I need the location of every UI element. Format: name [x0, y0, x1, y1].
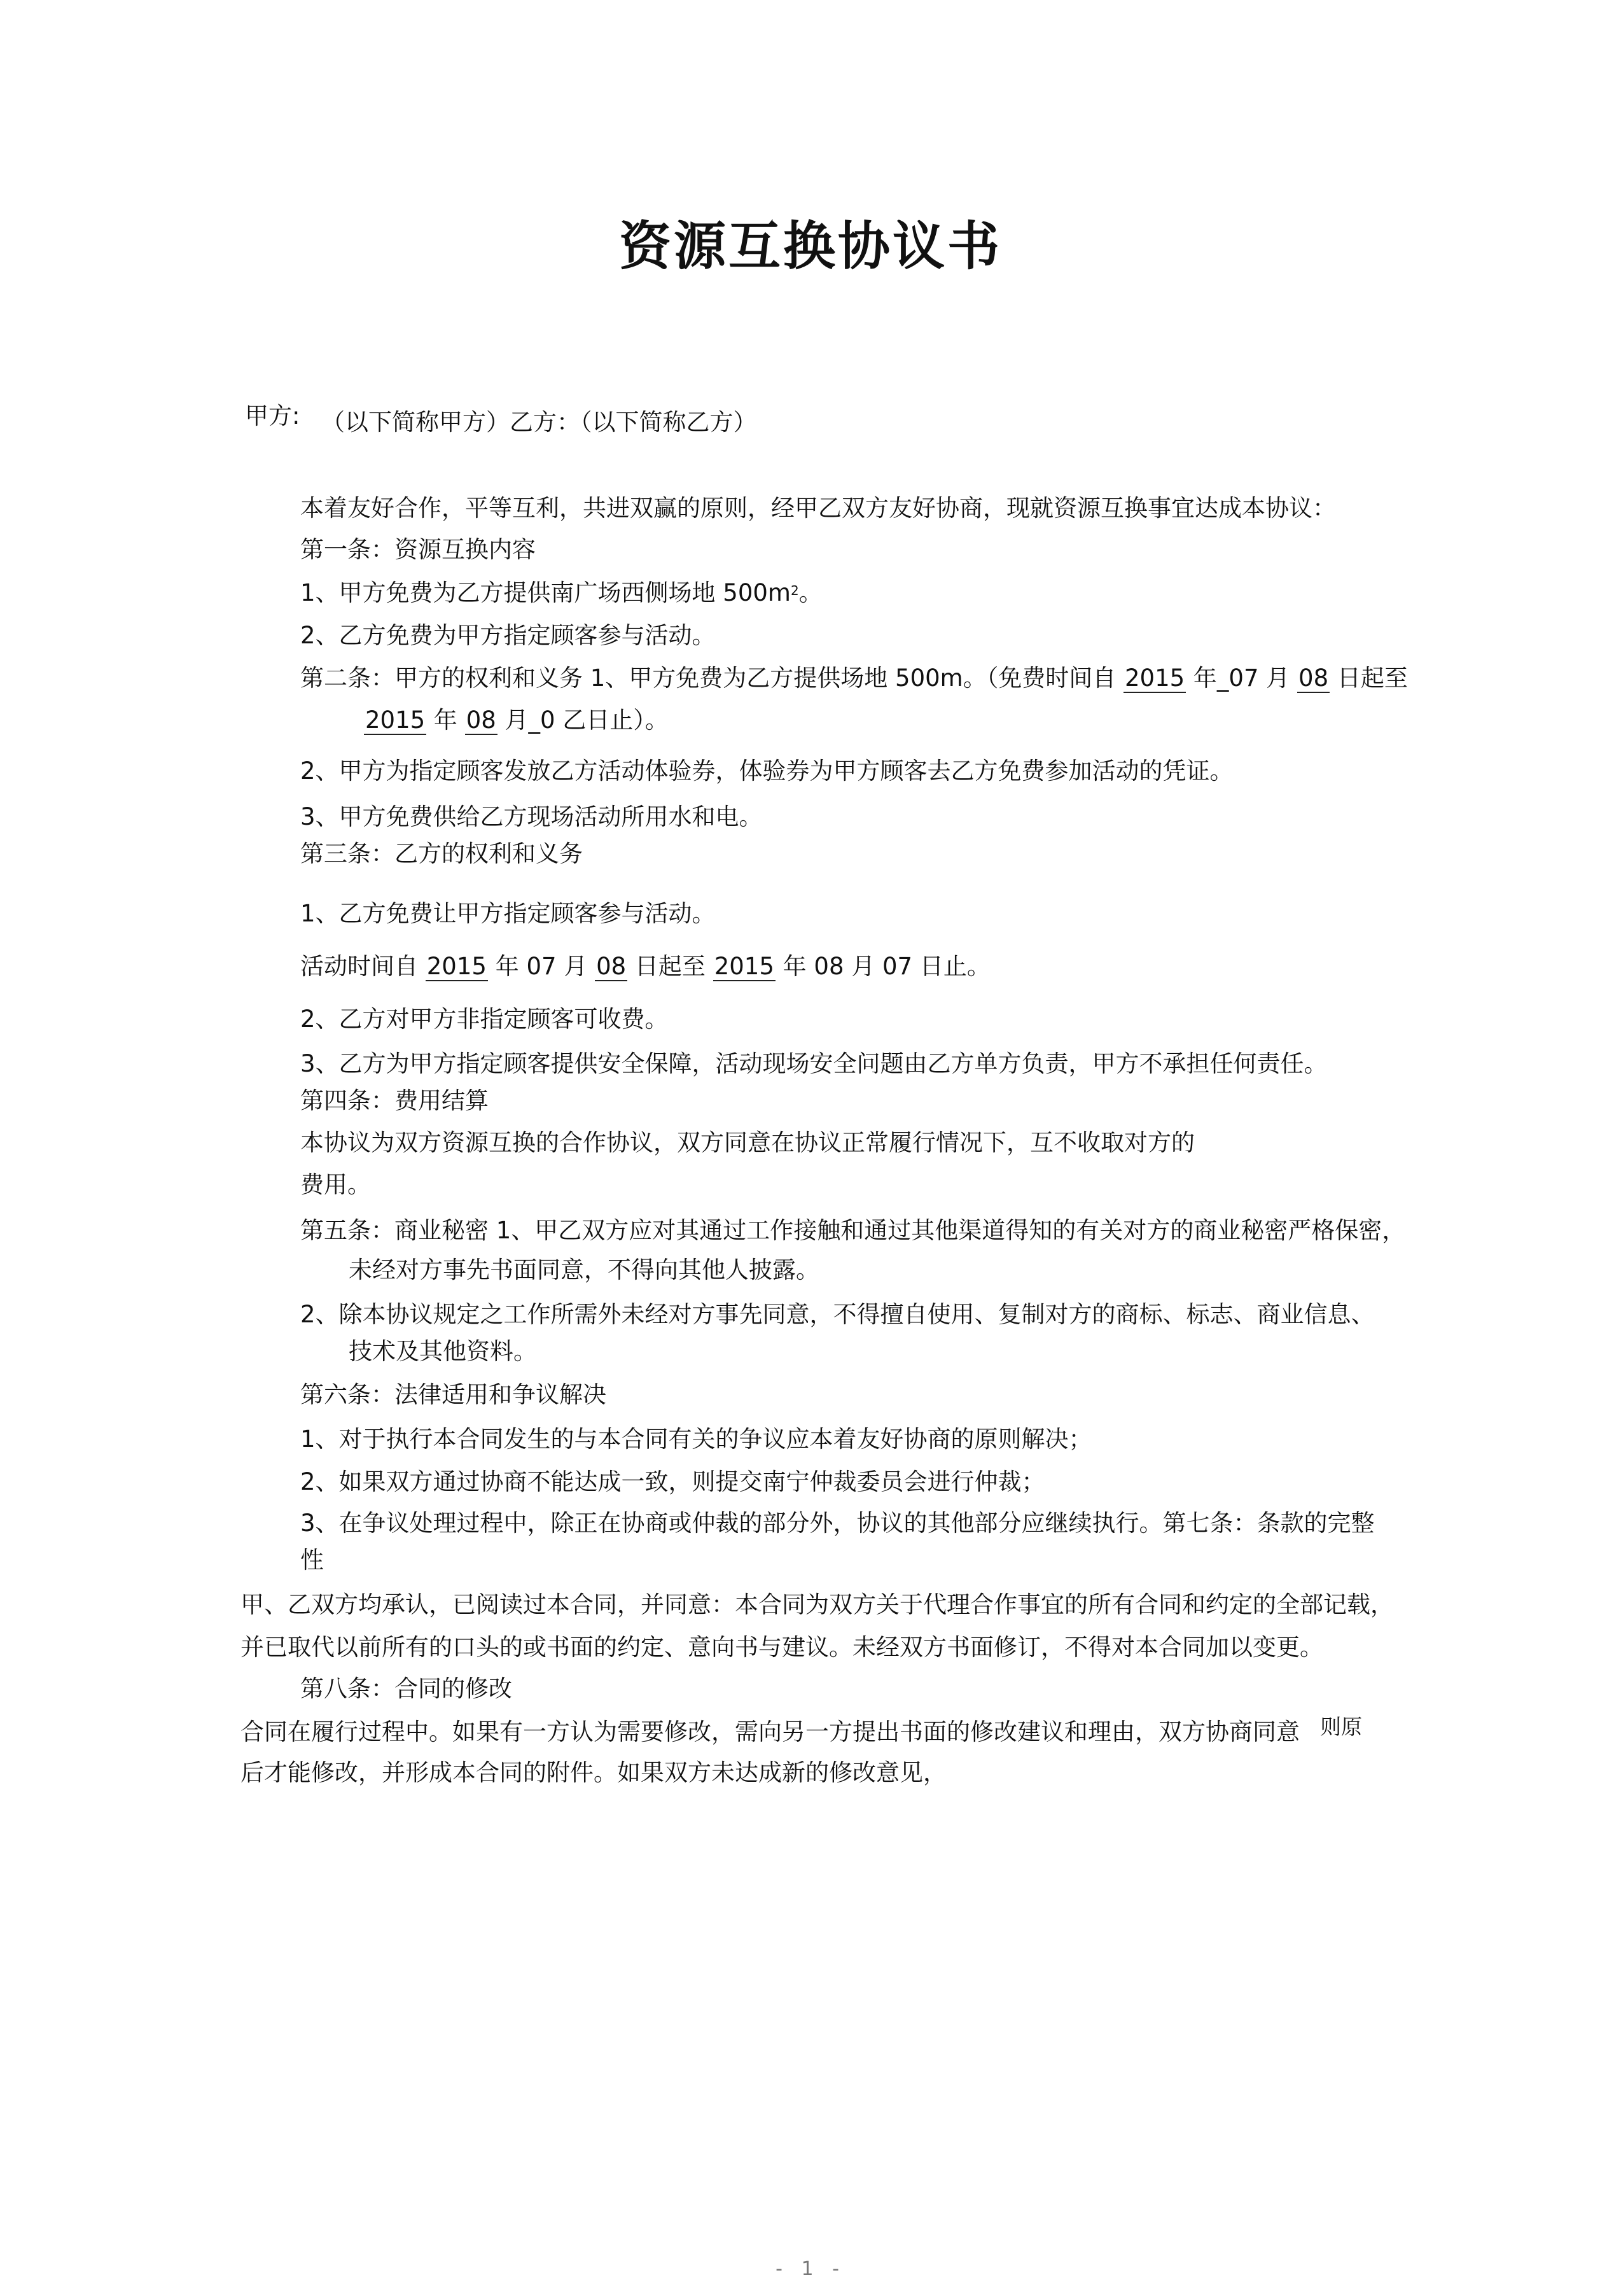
article-6-item-2: 2、如果双方通过协商不能达成一致，则提交南宁仲裁委员会进行仲裁； — [300, 1468, 1045, 1495]
article-8-text-2: 后才能修改，并形成本合同的附件。如果双方未达成新的修改意见， — [240, 1759, 947, 1786]
date-day-1: 08 — [1298, 664, 1329, 692]
party-a-label: 甲方: — [245, 402, 300, 430]
time-year-2: 2015 — [714, 953, 774, 980]
article-5-item-2-line-1: 2、除本协议规定之工作所需外未经对方事先同意，不得擅自使用、复制对方的商标、标志、商业信息、 — [300, 1301, 1375, 1328]
time-mid-1: 年 07 月 — [487, 953, 595, 980]
article-1-heading: 第一条：资源互换内容 — [300, 536, 536, 563]
time-day-1: 08 — [596, 953, 627, 980]
article-3-heading: 第三条：乙方的权利和义务 — [300, 840, 583, 867]
article-6-item-3-line-1: 3、在争议处理过程中，除正在协商或仲裁的部分外，协议的其他部分应继续执行。第七条：条款的完整 — [300, 1509, 1375, 1537]
article-6-item-3-line-2: 性 — [300, 1546, 324, 1574]
article-4-heading: 第四条：费用结算 — [300, 1087, 489, 1114]
article-8-text-1-tail: 则原 — [1320, 1714, 1362, 1739]
date-end-2: 月_0 乙日止）。 — [497, 706, 669, 734]
article-5-item-2-line-2: 技术及其他资料。 — [349, 1338, 537, 1365]
article-6-item-1: 1、对于执行本合同发生的与本合同有关的争议应本着友好协商的原则解决； — [300, 1425, 1092, 1453]
page-number: - 1 - — [776, 2258, 845, 2280]
document-title: 资源互换协议书 — [618, 216, 1002, 277]
article-3-time — [300, 951, 991, 982]
article-3-item-2: 2、乙方对甲方非指定顾客可收费。 — [300, 1005, 669, 1033]
date-end-1: 日起至 — [1330, 664, 1408, 692]
time-end: 年 08 月 07 日止。 — [775, 953, 991, 980]
article-2-item-2: 2、甲方为指定顾客发放乙方活动体验券，体验券为甲方顾客去乙方免费参加活动的凭证。 — [300, 757, 1234, 785]
article-3-item-1: 1、乙方免费让甲方指定顾客参与活动。 — [300, 900, 716, 927]
time-mid-2: 日起至 — [627, 953, 713, 980]
article-5-line-2: 未经对方事先书面同意，不得向其他人披露。 — [349, 1256, 819, 1284]
article-6-heading: 第六条：法律适用和争议解决 — [300, 1381, 606, 1408]
time-text: 活动时间自 — [300, 953, 426, 980]
article-2-line-2 — [364, 705, 669, 736]
article-1-item-2: 2、乙方免费为甲方指定顾客参与活动。 — [300, 622, 716, 649]
article-2-text: 第二条：甲方的权利和义务 1、甲方免费为乙方提供场地 500m。（免费时间自 — [300, 664, 1124, 692]
date-mid-2: 年 — [426, 706, 465, 734]
article-8-heading: 第八条：合同的修改 — [300, 1675, 512, 1702]
intro-paragraph: 本着友好合作，平等互利，共进双赢的原则，经甲乙双方友好协商，现就资源互换事宜达成本协议： — [300, 494, 1336, 522]
article-7-text-1: 甲、乙双方均承认，已阅读过本合同，并同意：本合同为双方关于代理合作事宜的所有合同和约定的全部记载， — [240, 1591, 1394, 1618]
article-7-text-2: 并已取代以前所有的口头的或书面的约定、意向书与建议。未经双方书面修订，不得对本合同加以变更。 — [240, 1634, 1323, 1661]
article-2-line-1 — [300, 663, 1408, 694]
article-1-item-1-text: 1、甲方免费为乙方提供南广场西侧场地 500m — [300, 579, 791, 606]
date-year-1: 2015 — [1125, 664, 1185, 692]
article-8-text-1: 合同在履行过程中。如果有一方认为需要修改，需向另一方提出书面的修改建议和理由，双方协商同意 — [240, 1718, 1300, 1746]
parties-note: （以下简称甲方）乙方：（以下简称乙方） — [321, 409, 757, 436]
article-4-text-2: 费用。 — [300, 1171, 371, 1198]
date-month-2: 08 — [466, 706, 496, 734]
article-5-line-1: 第五条：商业秘密 1、甲乙双方应对其通过工作接触和通过其他渠道得知的有关对方的商业秘密严格保密， — [300, 1217, 1406, 1244]
superscript-2: 2 — [790, 583, 799, 598]
article-2-item-3: 3、甲方免费供给乙方现场活动所用水和电。 — [300, 803, 763, 830]
article-1-item-1 — [300, 578, 823, 608]
article-3-item-3: 3、乙方为甲方指定顾客提供安全保障，活动现场安全问题由乙方单方负责，甲方不承担任何责任。 — [300, 1050, 1328, 1077]
article-1-item-1-end: 。 — [798, 579, 823, 606]
article-4-text-1: 本协议为双方资源互换的合作协议，双方同意在协议正常履行情况下，互不收取对方的 — [300, 1129, 1195, 1156]
date-mid-1: 年_07 月 — [1186, 664, 1298, 692]
time-year-1: 2015 — [426, 953, 487, 980]
date-year-2: 2015 — [365, 706, 426, 734]
